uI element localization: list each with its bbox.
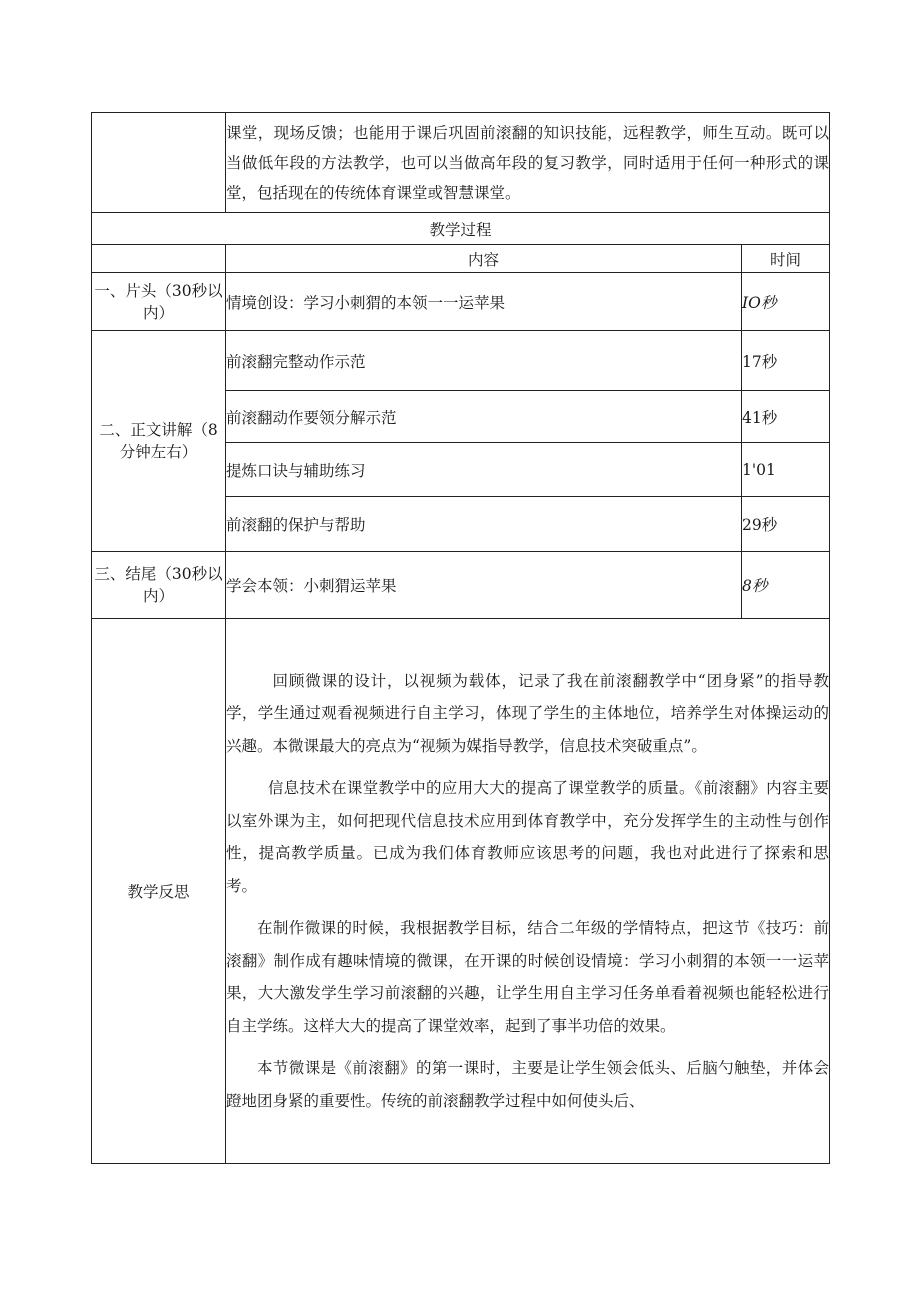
section-label-ending: 三、结尾（30秒以内） bbox=[92, 552, 226, 619]
section-label-main: 二、正文讲解（8分钟左右） bbox=[92, 331, 226, 552]
reflection-cell bbox=[226, 619, 830, 1164]
section-row bbox=[92, 273, 830, 331]
header-content: 内容 bbox=[226, 245, 742, 273]
section-label-opening: 一、片头（30秒以内） bbox=[92, 273, 226, 331]
reflection-paragraph: 在制作微课的时候，我根据教学目标，结合二年级的学情特点，把这节《技巧：前滚翻》制作成有趣味情境的微课，在开课的时候创设情境：学习小刺猬的本领一一运苹果，大大激发学生学习前滚翻的兴趣，让学生用自主学习任务单看着视频也能轻松进行自主学练。这样大大的提高了课堂效率，起到了事半功倍的效果。 bbox=[226, 919, 830, 1035]
item-time: 41秒 bbox=[742, 391, 830, 443]
item-content: 前滚翻动作要领分解示范 bbox=[226, 391, 742, 443]
intro-empty-cell bbox=[92, 113, 226, 213]
item-time: 17秒 bbox=[742, 331, 830, 391]
reflection-label: 教学反思 bbox=[92, 619, 226, 1164]
reflection-paragraph: 回顾微课的设计，以视频为载体，记录了我在前滚翻教学中“团身紧”的指导教学，学生通过观看视频进行自主学习，体现了学生的主体地位，培养学生对体操运动的兴趣。本微课最大的亮点为“视频为媒指导教学，信息技术突破重点”。 bbox=[226, 671, 830, 755]
item-time: IO秒 bbox=[742, 273, 830, 331]
reflection-paragraph: 本节微课是《前滚翻》的第一课时，主要是让学生领会低头、后脑勺触垫，并体会蹬地团身紧的重要性。传统的前滚翻教学过程中如何使头后、 bbox=[226, 1059, 830, 1110]
reflection-paragraph: 信息技术在课堂教学中的应用大大的提高了课堂教学的质量。《前滚翻》内容主要以室外课为主，如何把现代信息技术应用到体育教学中，充分发挥学生的主动性与创作性，提高教学质量。已成为我们体育教师应该思考的问题，我也对此进行了探索和思考。 bbox=[226, 779, 830, 895]
header-empty-cell bbox=[92, 245, 226, 273]
intro-row bbox=[92, 113, 830, 213]
lesson-plan-table bbox=[91, 112, 830, 1164]
process-title: 教学过程 bbox=[92, 213, 830, 245]
item-content: 前滚翻完整动作示范 bbox=[226, 331, 742, 391]
item-content: 前滚翻的保护与帮助 bbox=[226, 497, 742, 552]
item-content: 学会本领：小刺猬运苹果 bbox=[226, 552, 742, 619]
item-time: 8秒 bbox=[742, 552, 830, 619]
reflection-row bbox=[92, 619, 830, 1164]
item-time: 1'01 bbox=[742, 443, 830, 497]
item-time: 29秒 bbox=[742, 497, 830, 552]
header-time: 时间 bbox=[742, 245, 830, 273]
item-content: 情境创设：学习小刺猬的本领一一运苹果 bbox=[226, 273, 742, 331]
intro-cell bbox=[226, 113, 830, 213]
section-row bbox=[92, 552, 830, 619]
process-header-row bbox=[92, 245, 830, 273]
item-content: 提炼口诀与辅助练习 bbox=[226, 443, 742, 497]
section-row bbox=[92, 331, 830, 391]
process-title-row bbox=[92, 213, 830, 245]
intro-text: 课堂，现场反馈；也能用于课后巩固前滚翻的知识技能，远程教学，师生互动。既可以当做低年段的方法教学，也可以当做高年段的复习教学，同时适用于任何一种形式的课堂，包括现在的传统体育课堂或智慧课堂。 bbox=[226, 123, 830, 202]
